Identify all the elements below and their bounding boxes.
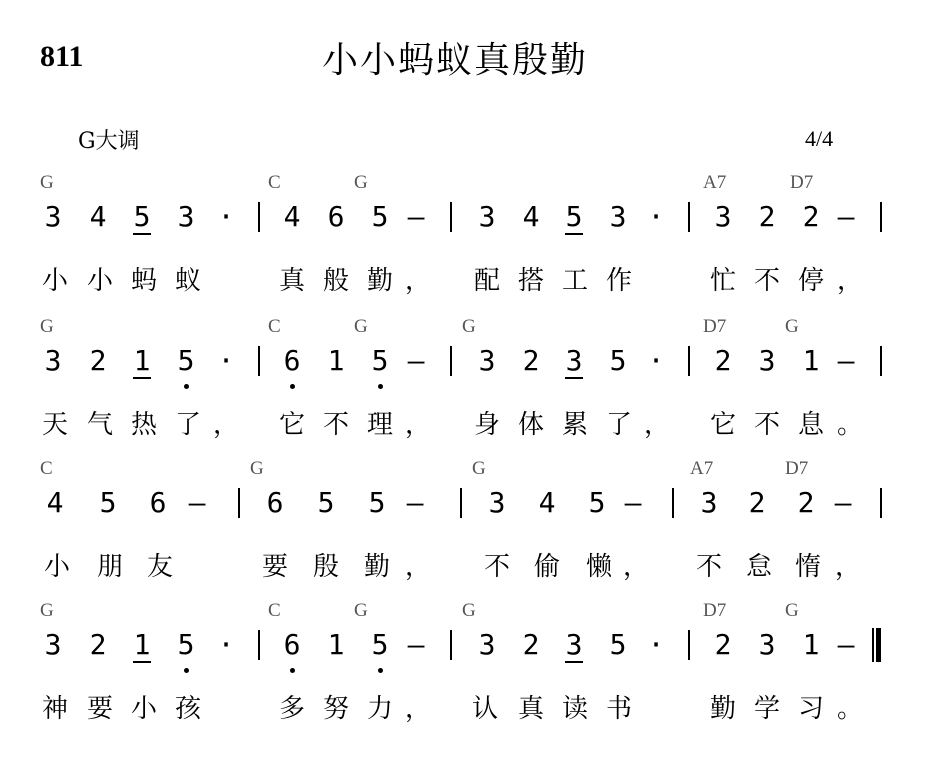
barline — [450, 346, 452, 376]
eighth-underline — [565, 233, 583, 235]
note: · — [647, 628, 665, 661]
lyric-char: 真 — [517, 694, 544, 724]
note: 2 — [714, 344, 732, 377]
chord-symbol: G — [40, 172, 54, 193]
low-octave-dot — [378, 668, 383, 673]
chord-symbol: C — [40, 458, 53, 479]
lyric-char: 它 — [709, 410, 736, 440]
note: 5 — [588, 486, 606, 519]
note: 1 — [802, 628, 820, 661]
note: 5 — [177, 628, 195, 661]
lyric-char: 认 — [471, 694, 498, 724]
note: 4 — [522, 200, 540, 233]
lyric-char: 它 — [278, 410, 305, 440]
lyric-char: 小 — [41, 266, 68, 296]
lyric-char: 身 — [473, 410, 500, 440]
chord-symbol: A7 — [703, 172, 727, 193]
note: 6 — [149, 486, 167, 519]
chord-symbol: G — [785, 600, 799, 621]
lyric-char: 小 — [86, 266, 113, 296]
note: 3 — [565, 628, 583, 661]
barline — [672, 488, 674, 518]
final-barline-thin — [872, 628, 874, 662]
barline — [450, 202, 452, 232]
chord-symbol: G — [40, 600, 54, 621]
low-octave-dot — [290, 668, 295, 673]
note: 1 — [327, 628, 345, 661]
barline — [258, 202, 260, 232]
lyric-char: 了 — [605, 410, 632, 440]
note: 2 — [522, 344, 540, 377]
low-octave-dot — [378, 384, 383, 389]
lyric-char: 小 — [43, 552, 70, 582]
note: 3 — [758, 344, 776, 377]
lyric-char: 忙 — [709, 266, 736, 296]
lyric-char: ， — [834, 552, 861, 582]
note: – — [837, 628, 855, 661]
note: 3 — [478, 200, 496, 233]
note: – — [834, 486, 852, 519]
lyric-char: 。 — [836, 410, 863, 440]
chord-symbol: D7 — [790, 172, 814, 193]
key-signature: G大调 — [78, 129, 140, 154]
barline — [688, 630, 690, 660]
chord-symbol: C — [268, 600, 281, 621]
note: 1 — [327, 344, 345, 377]
low-octave-dot — [290, 384, 295, 389]
chord-symbol: G — [462, 600, 476, 621]
lyric-char: ， — [404, 410, 431, 440]
lyric-char: 力 — [366, 694, 393, 724]
lyric-char: 学 — [753, 694, 780, 724]
lyric-char: ， — [404, 552, 431, 582]
note: 1 — [133, 628, 151, 661]
lyric-char: 蚂 — [130, 266, 157, 296]
note: 6 — [266, 486, 284, 519]
lyric-char: 神 — [41, 694, 68, 724]
note: 2 — [802, 200, 820, 233]
lyric-char: 热 — [130, 410, 157, 440]
note: 6 — [283, 628, 301, 661]
note: 3 — [478, 628, 496, 661]
lyric-char: 友 — [146, 552, 173, 582]
lyric-char: 孩 — [174, 694, 201, 724]
note: 5 — [371, 344, 389, 377]
eighth-underline — [133, 233, 151, 235]
note: – — [837, 344, 855, 377]
note: 5 — [368, 486, 386, 519]
lyric-char: ， — [404, 694, 431, 724]
chord-symbol: D7 — [703, 600, 727, 621]
note: 5 — [177, 344, 195, 377]
note: – — [406, 486, 424, 519]
lyric-char: 不 — [483, 552, 510, 582]
low-octave-dot — [184, 384, 189, 389]
note: 5 — [609, 628, 627, 661]
note: 5 — [371, 628, 389, 661]
low-octave-dot — [184, 668, 189, 673]
barline — [688, 346, 690, 376]
final-barline-thick — [876, 628, 881, 662]
chord-symbol: D7 — [785, 458, 809, 479]
chord-symbol: G — [462, 316, 476, 337]
lyric-char: 努 — [322, 694, 349, 724]
chord-symbol: C — [268, 316, 281, 337]
lyric-char: 不 — [322, 410, 349, 440]
note: 3 — [44, 200, 62, 233]
lyric-char: 理 — [366, 410, 393, 440]
note: 1 — [802, 344, 820, 377]
barline — [880, 346, 882, 376]
lyric-char: 蚁 — [174, 266, 201, 296]
note: 1 — [133, 344, 151, 377]
lyric-char: ， — [622, 552, 649, 582]
barline — [238, 488, 240, 518]
note: 2 — [89, 628, 107, 661]
lyric-char: 气 — [86, 410, 113, 440]
lyric-char: 惰 — [794, 552, 821, 582]
note: 3 — [478, 344, 496, 377]
note: · — [647, 344, 665, 377]
lyric-char: 习 — [797, 694, 824, 724]
lyric-char: 真 — [278, 266, 305, 296]
lyric-char: 工 — [561, 266, 588, 296]
note: 2 — [714, 628, 732, 661]
note: 3 — [758, 628, 776, 661]
note: 4 — [538, 486, 556, 519]
lyric-char: 累 — [561, 410, 588, 440]
lyric-char: 要 — [86, 694, 113, 724]
song-title: 小小蚂蚁真殷勤 — [322, 40, 589, 81]
note: 6 — [327, 200, 345, 233]
chord-symbol: G — [354, 600, 368, 621]
eighth-underline — [565, 377, 583, 379]
song-number: 811 — [40, 40, 84, 73]
lyric-char: 勤 — [709, 694, 736, 724]
note: 3 — [44, 344, 62, 377]
lyric-char: 不 — [753, 266, 780, 296]
note: 5 — [133, 200, 151, 233]
lyric-char: 小 — [130, 694, 157, 724]
lyric-char: 不 — [695, 552, 722, 582]
lyric-char: 体 — [517, 410, 544, 440]
barline — [258, 630, 260, 660]
note: 3 — [609, 200, 627, 233]
lyric-char: 停 — [797, 266, 824, 296]
barline — [258, 346, 260, 376]
note: – — [188, 486, 206, 519]
note: 6 — [283, 344, 301, 377]
lyric-char: 勤 — [363, 552, 390, 582]
note: · — [217, 200, 235, 233]
lyric-char: 朋 — [96, 552, 123, 582]
chord-symbol: A7 — [690, 458, 714, 479]
note: 3 — [44, 628, 62, 661]
note: 5 — [371, 200, 389, 233]
note: 3 — [488, 486, 506, 519]
lyric-char: 不 — [753, 410, 780, 440]
lyric-char: 配 — [473, 266, 500, 296]
chord-symbol: G — [354, 172, 368, 193]
note: 2 — [522, 628, 540, 661]
note: 2 — [748, 486, 766, 519]
lyric-char: ， — [404, 266, 431, 296]
lyric-char: 多 — [278, 694, 305, 724]
note: 2 — [797, 486, 815, 519]
lyric-char: 懒 — [585, 552, 612, 582]
chord-symbol: G — [40, 316, 54, 337]
note: – — [407, 344, 425, 377]
barline — [880, 202, 882, 232]
note: 2 — [89, 344, 107, 377]
barline — [450, 630, 452, 660]
lyric-char: 殷 — [312, 552, 339, 582]
barline — [880, 488, 882, 518]
lyric-char: ， — [643, 410, 670, 440]
note: 5 — [565, 200, 583, 233]
lyric-char: 搭 — [517, 266, 544, 296]
lyric-char: 作 — [605, 266, 632, 296]
chord-symbol: D7 — [703, 316, 727, 337]
lyric-char: 偷 — [533, 552, 560, 582]
note: 3 — [177, 200, 195, 233]
note: 5 — [609, 344, 627, 377]
lyric-char: 要 — [261, 552, 288, 582]
lyric-char: 天 — [41, 410, 68, 440]
eighth-underline — [133, 661, 151, 663]
lyric-char: 怠 — [745, 552, 772, 582]
lyric-char: ， — [212, 410, 239, 440]
lyric-char: 。 — [836, 694, 863, 724]
eighth-underline — [133, 377, 151, 379]
note: 4 — [89, 200, 107, 233]
time-signature: 4/4 — [805, 126, 834, 151]
lyric-char: 息 — [797, 410, 824, 440]
chord-symbol: G — [785, 316, 799, 337]
chord-symbol: G — [472, 458, 486, 479]
note: · — [647, 200, 665, 233]
barline — [460, 488, 462, 518]
note: – — [624, 486, 642, 519]
note: 5 — [99, 486, 117, 519]
lyric-char: 勤 — [366, 266, 393, 296]
lyric-char: ， — [836, 266, 863, 296]
note: – — [407, 200, 425, 233]
note: – — [407, 628, 425, 661]
lyric-char: 读 — [561, 694, 588, 724]
chord-symbol: C — [268, 172, 281, 193]
note: 3 — [700, 486, 718, 519]
note: · — [217, 628, 235, 661]
lyric-char: 了 — [174, 410, 201, 440]
note: 5 — [317, 486, 335, 519]
barline — [688, 202, 690, 232]
note: 2 — [758, 200, 776, 233]
note: 3 — [714, 200, 732, 233]
eighth-underline — [565, 661, 583, 663]
note: 3 — [565, 344, 583, 377]
note: 4 — [283, 200, 301, 233]
note: · — [217, 344, 235, 377]
lyric-char: 般 — [322, 266, 349, 296]
note: – — [837, 200, 855, 233]
chord-symbol: G — [354, 316, 368, 337]
note: 4 — [46, 486, 64, 519]
lyric-char: 书 — [605, 694, 632, 724]
chord-symbol: G — [250, 458, 264, 479]
